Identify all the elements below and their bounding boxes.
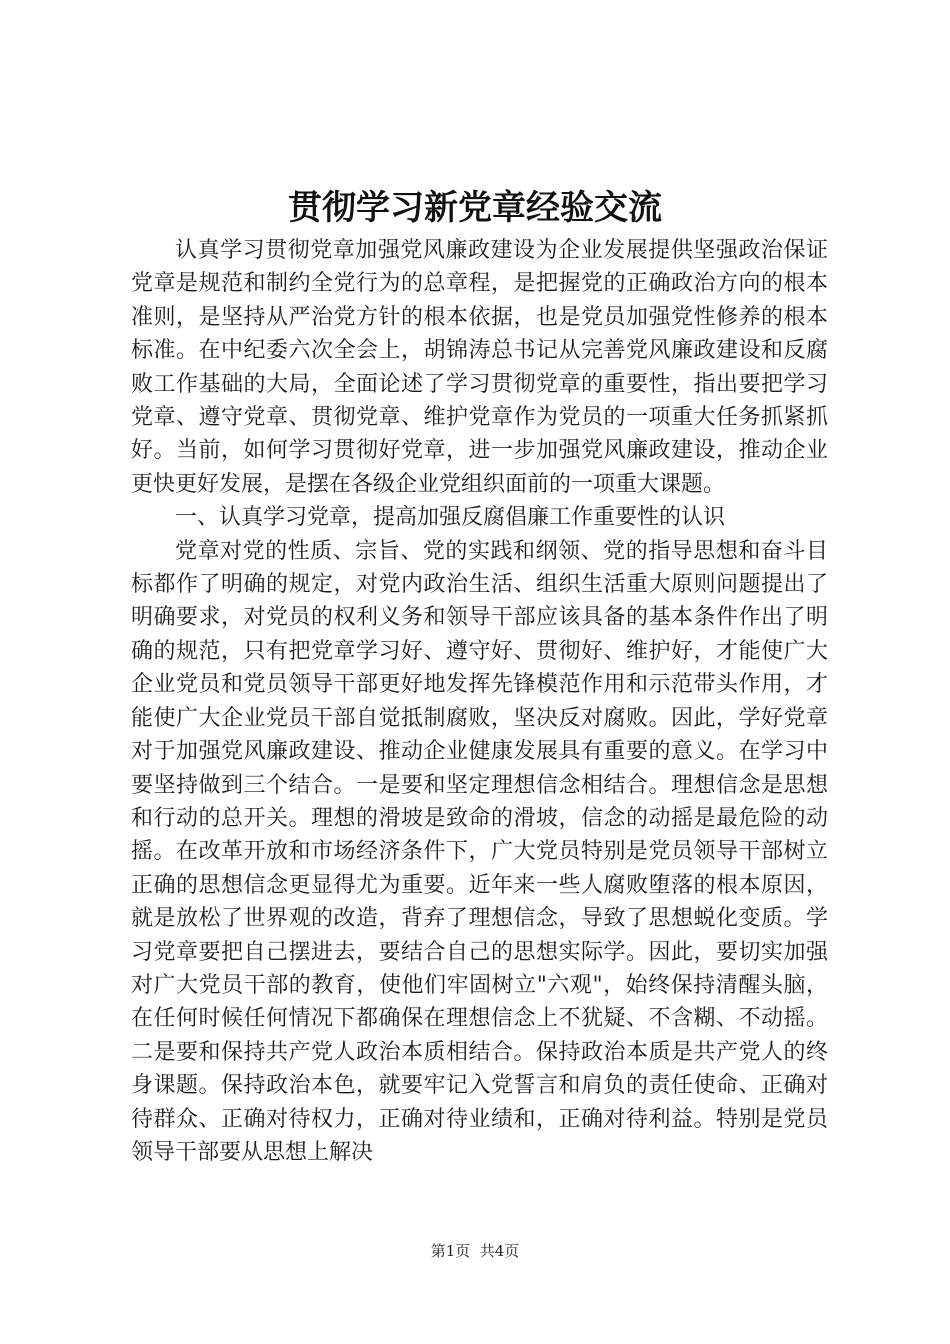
page-footer — [0, 1241, 950, 1261]
paragraph-section-one: 党章对党的性质、宗旨、党的实践和纲领、党的指导思想和奋斗目标都作了明确的规定，对党内政治生活、组织生活重大原则问题提出了明确要求，对党员的权利义务和领导干部应该具备的基本条件作出了明确的规范，只有把党章学习好、遵守好、贯彻好、维护好，才能使广大企业党员和党员领导干部更好地发挥先锋模范作用和示范带头作用，才能使广大企业党员干部自觉抵制腐败，坚决反对腐败。因此，学好党章对于加强党风廉政建设、推动企业健康发展具有重要的意义。在学习中要坚持做到三个结合。一是要和坚定理想信念相结合。理想信念是思想和行动的总开关。理想的滑坡是致命的滑坡，信念的动摇是最危险的动摇。在改革开放和市场经济条件下，广大党员特别是党员领导干部树立正确的思想信念更显得尤为重要。近年来一些人腐败堕落的根本原因，就是放松了世界观的改造，背弃了理想信念，导致了思想蜕化变质。学习党章要把自己摆进去，要结合自己的思想实际学。因此，要切实加强对广大党员干部的教育，使他们牢固树立"六观"，始终保持清醒头脑，在任何时候任何情况下都确保在理想信念上不犹疑、不含糊、不动摇。二是要和保持共产党人政治本质相结合。保持政治本质是共产党人的终身课题。保持政治本色，就要牢记入党誓言和肩负的责任使命、正确对待群众、正确对待权力，正确对待业绩和，正确对待利益。特别是党员领导干部要从思想上解决 — [131, 538, 828, 1165]
section-heading: 一、认真学习党章，提高加强反腐倡廉工作重要性的认识 — [175, 505, 726, 531]
page-number: 第1页 共4页 — [430, 1242, 520, 1260]
document-title: 贯彻学习新党章经验交流 — [288, 188, 662, 228]
document-body — [131, 234, 828, 1169]
paragraph-intro: 认真学习贯彻党章加强党风廉政建设为企业发展提供坚强政治保证党章是规范和制约全党行为的总章程，是把握党的正确政治方向的根本准则，是坚持从严治党方针的根本依据，也是党员加强党性修养的根本标准。在中纪委六次全会上，胡锦涛总书记从完善党风廉政建设和反腐败工作基础的大局，全面论述了学习贯彻党章的重要性，指出要把学习党章、遵守党章、贯彻党章、维护党章作为党员的一项重大任务抓紧抓好。当前，如何学习贯彻好党章，进一步加强党风廉政建设，推动企业更快更好发展，是摆在各级企业党组织面前的一项重大课题。 — [131, 238, 828, 497]
